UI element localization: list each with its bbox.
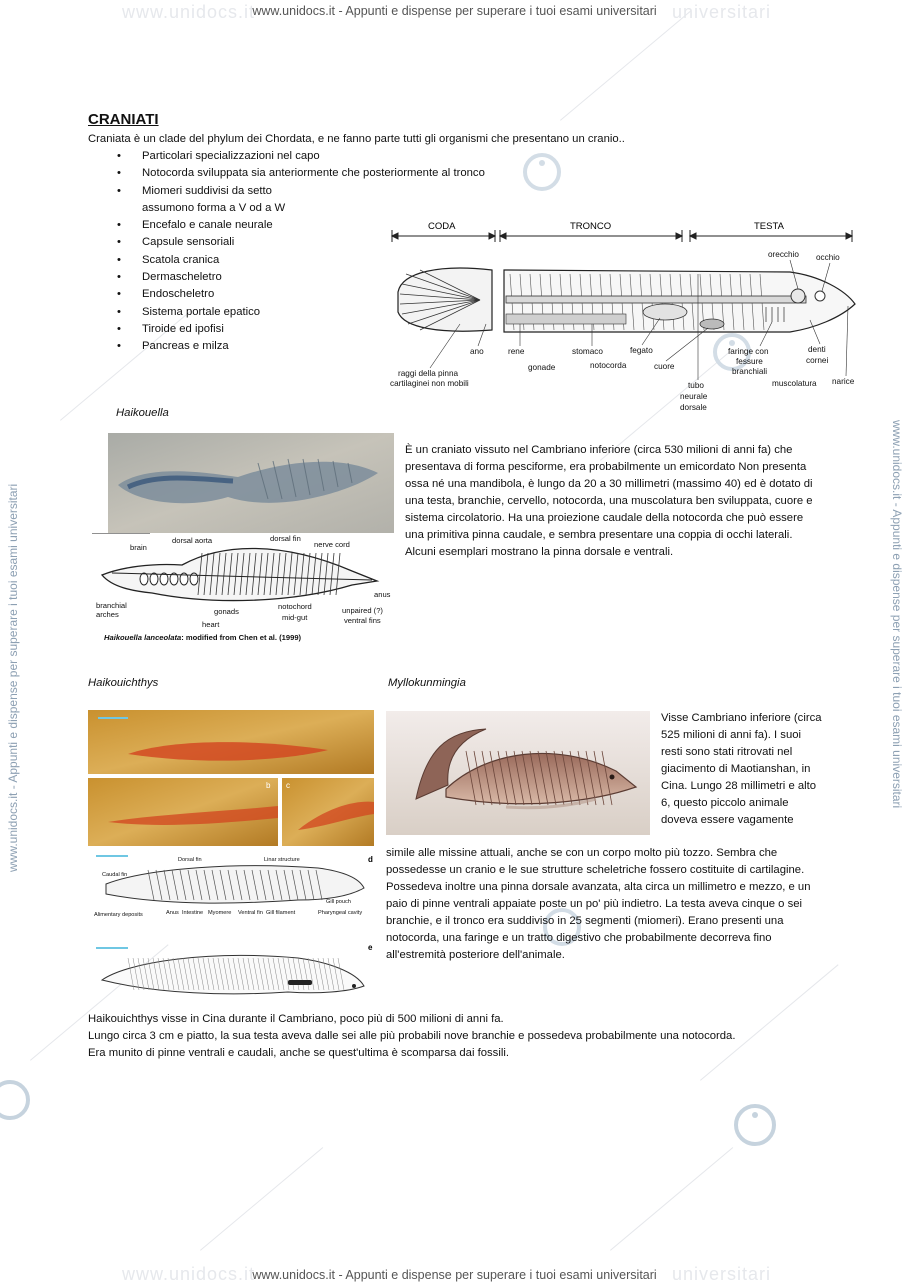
label-caudal-fin: Caudal fin — [102, 872, 128, 878]
watermark-ghost-right: universitari — [672, 2, 772, 22]
section-label-coda: CODA — [428, 221, 456, 232]
watermark-side-right: www.unidocs.it - Appunti e dispense per superare i tuoi esami universitari — [890, 420, 904, 809]
label-denti-2: cornei — [806, 356, 829, 365]
myllokunmingia-illustration — [386, 711, 650, 835]
label-raggi-2: cartilaginei non mobili — [390, 379, 469, 388]
watermark-header[interactable]: www.unidocs.it - Appunti e dispense per superare i tuoi esami universitari — [252, 4, 657, 18]
label-nerve-cord: nerve cord — [314, 540, 350, 549]
watermark-ghost-right: universitari — [672, 1264, 772, 1284]
label-dorsal-fin-hc: Dorsal fin — [178, 857, 202, 863]
label-unpaired: unpaired (?) — [342, 606, 383, 615]
label-mid-gut: mid-gut — [282, 613, 308, 622]
watermark-line — [560, 11, 691, 121]
label-raggi: raggi della pinna — [398, 369, 459, 378]
credit-species: Haikouella lanceolata — [104, 633, 182, 642]
label-gonads: gonads — [214, 607, 239, 616]
watermark-line — [200, 1147, 323, 1251]
page-title: CRANIATI — [88, 111, 159, 128]
figure-credit — [104, 633, 302, 642]
watermark-line — [610, 1147, 733, 1251]
watermark-logo-icon — [520, 150, 564, 194]
caption-haikouichthys: Haikouichthys — [88, 677, 159, 689]
label-fegato: fegato — [630, 346, 653, 355]
list-item: • Encefalo e canale neurale — [117, 217, 485, 234]
label-anus: anus — [374, 590, 391, 599]
label-occhio: occhio — [816, 253, 840, 262]
list-item: • Capsule sensoriali — [117, 234, 485, 251]
craniate-anatomy-diagram — [320, 212, 865, 417]
label-faringe-1: faringe con — [728, 347, 769, 356]
label-branchial: branchial — [96, 601, 127, 610]
label-denti-1: denti — [808, 345, 826, 354]
label-dorsal-fin: dorsal fin — [270, 534, 301, 543]
label-gonade: gonade — [528, 363, 556, 372]
watermark-footer[interactable]: www.unidocs.it - Appunti e dispense per superare i tuoi esami universitari — [252, 1268, 657, 1282]
watermark-side-left: www.unidocs.it - Appunti e dispense per superare i tuoi esami universitari — [6, 483, 20, 872]
label-notocorda: notocorda — [590, 361, 627, 370]
list-item: • Miomeri suddivisi da setto assumono forma a V od a W — [117, 183, 485, 218]
label-tubo-1: tubo — [688, 381, 704, 390]
caption-haikouella: Haikouella — [116, 407, 169, 419]
label-tubo-2: neurale — [680, 392, 708, 401]
watermark-logo-icon — [0, 1075, 40, 1125]
myllokunmingia-description-narrow: Visse Cambriano inferiore (circa 525 milioni di anni fa). I suoi resti sono stati ritrovati nel giacimento di Maotianshan, in Cina. Lungo 28 millimetri e alto 6, questo piccolo animale doveva essere vagamente — [661, 712, 822, 826]
label-ventral-fins: ventral fins — [344, 616, 381, 625]
label-intestine: Intestine — [182, 910, 204, 916]
watermark-logo-icon — [730, 1100, 780, 1150]
haikouichthys-fossil-photos — [88, 710, 374, 846]
label-heart: heart — [202, 620, 220, 629]
haikouella-anatomy-diagram — [92, 533, 397, 643]
list-item: • Endoscheletro — [117, 286, 485, 303]
label-ano: ano — [470, 347, 484, 356]
panel-label-c: c — [286, 781, 290, 790]
panel-label-d: d — [368, 855, 373, 864]
list-item: • Pancreas e milza — [117, 338, 485, 355]
label-linar: Linar structure — [264, 857, 300, 863]
label-myomere: Myomere — [208, 910, 232, 916]
panel-label-b: b — [266, 781, 271, 790]
label-faringe-2: fessure — [736, 357, 763, 366]
panel-label-e: e — [368, 943, 373, 952]
label-narice: narice — [832, 377, 855, 386]
label-alimentary: Alimentary deposits — [94, 912, 143, 918]
list-item: • Scatola cranica — [117, 252, 485, 269]
watermark-ghost-left: www.unidocs.it — [122, 1264, 256, 1284]
label-brain: brain — [130, 543, 147, 552]
label-anus-hc: Anus — [166, 910, 179, 916]
label-stomaco: stomaco — [572, 347, 603, 356]
intro-text: Craniata è un clade del phylum dei Chordata, e ne fanno parte tutti gli organismi che presentano un cranio.. — [88, 133, 625, 145]
list-item: • Notocorda sviluppata sia anteriormente che posteriormente al tronco — [117, 165, 485, 182]
watermark-ghost-left: www.unidocs.it — [122, 2, 256, 22]
haikouichthys-description: Haikouichthys visse in Cina durante il Cambriano, poco più di 500 milioni di anni fa. Lungo circa 3 cm e piatto, la sua testa aveva dalle sei alle più probabili nove branchie e possedeva probabilmente una notocorda. Era munito di pinne ventrali e caudali, anche se quest'ultima è scomparsa dai fossili. — [88, 1013, 736, 1059]
caption-myllokunmingia: Myllokunmingia — [388, 677, 466, 689]
list-item: • Tiroide ed ipofisi — [117, 321, 485, 338]
haikouella-fossil-photo — [108, 433, 394, 533]
list-item: • Sistema portale epatico — [117, 304, 485, 321]
label-tubo-3: dorsale — [680, 403, 707, 412]
haikouichthys-anatomy-diagram — [88, 850, 378, 1005]
credit-source: : modified from Chen et al. (1999) — [181, 633, 302, 642]
label-gill-filament: Gill filament — [266, 910, 296, 916]
label-orecchio: orecchio — [768, 250, 799, 259]
section-label-testa: TESTA — [754, 221, 784, 232]
label-ventral-fin: Ventral fin — [238, 910, 263, 916]
label-dorsal-aorta: dorsal aorta — [172, 536, 213, 545]
label-arches: arches — [96, 610, 119, 619]
label-muscolatura: muscolatura — [772, 379, 817, 388]
list-item: • Particolari specializzazioni nel capo — [117, 148, 485, 165]
label-rene: rene — [508, 347, 525, 356]
label-cuore: cuore — [654, 362, 675, 371]
haikouella-description: È un craniato vissuto nel Cambriano inferiore (circa 530 milioni di anni fa) che presentava di forma pesciforme, era probabilmente un emicordato Non presenta ossa né una mandibola, è lungo da 20 a 30 millimetri (massimo 40) ed è dotato di una testa, branchie, cervello, notocorda, una muscolatura ben sviluppata, cuore e sistema circolatorio. Ha una proiezione caudale della notocorda che può essere una primitiva pinna caudale, e sembra presentare una coppia di occhi laterali. Alcuni esemplari mostrano la pinna dorsale e ventrali. — [405, 444, 813, 558]
label-faringe-3: branchiali — [732, 367, 768, 376]
label-pharyngeal: Pharyngeal cavity — [318, 910, 363, 916]
section-label-tronco: TRONCO — [570, 221, 612, 232]
myllokunmingia-description-wide: simile alle missine attuali, anche se con un corpo molto più tozzo. Sembra che possedesse un cranio e le sue strutture scheletriche fossero costituite di cartilagine. Possedeva inoltre una pinna dorsale avanzata, alta circa un millimetro e mezzo, e un paio di pinne ventrali appaiate poste un po' più indietro. La testa aveva cinque o sei branchie, e il tronco era suddiviso in 25 segmenti (miomeri). Erano presenti una notocorda, una faringe e un tratto digestivo che probabilmente decorreva fino all'estremità posteriore dell'animale. — [386, 847, 811, 961]
label-gill-pouch: Gill pouch — [326, 899, 351, 905]
list-item: • Dermascheletro — [117, 269, 485, 286]
label-notochord: notochord — [278, 602, 312, 611]
